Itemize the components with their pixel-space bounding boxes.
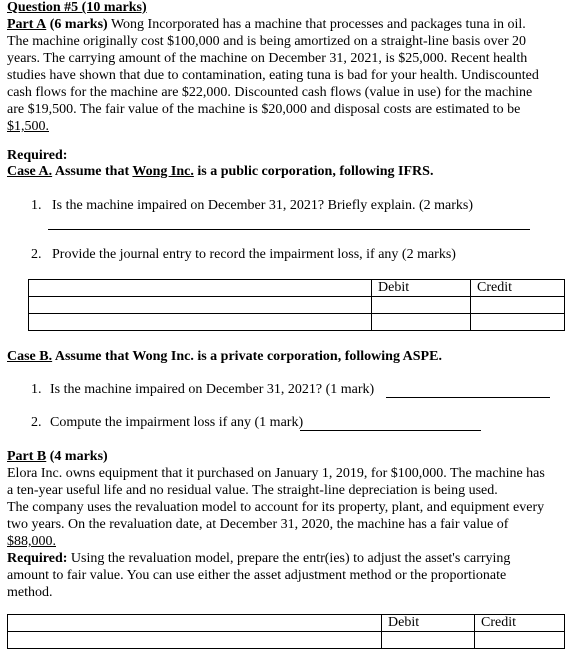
- case-b-q1-text: Is the machine impaired on December 31, 2021? (1 mark): [50, 382, 375, 397]
- case-b-q2-number: 2.: [31, 415, 42, 430]
- part-b-line: Elora Inc. owns equipment that it purchased on January 1, 2019, for $100,000. The machine has: [7, 466, 545, 481]
- table-cell[interactable]: [29, 297, 372, 314]
- part-b-required-line: method.: [7, 585, 53, 600]
- table-cell[interactable]: [8, 632, 382, 649]
- table-cell[interactable]: [29, 314, 372, 331]
- case-b-q1-answer-line[interactable]: [386, 397, 550, 398]
- table-cell[interactable]: [471, 297, 565, 314]
- table-header-account: [8, 615, 382, 632]
- table-cell[interactable]: [475, 632, 565, 649]
- part-b-line: two years. On the revaluation date, at December 31, 2020, the machine has a fair value of: [7, 517, 509, 532]
- case-a-label: Case A.: [7, 164, 53, 179]
- part-b-paragraph: [7, 448, 559, 601]
- part-a-label: Part A: [7, 17, 47, 32]
- part-a-line: years. The carrying amount of the machine on December 31, 2021, is $25,000. Recent health: [7, 51, 528, 66]
- part-b-required-line: Using the revaluation model, prepare the entr(ies) to adjust the asset's carrying: [67, 551, 511, 566]
- part-a-line: Wong Incorporated has a machine that processes and packages tuna in oil.: [110, 17, 526, 32]
- part-b-label: Part B: [7, 449, 47, 464]
- case-a-q2-number: 2.: [31, 247, 42, 262]
- table-cell[interactable]: [372, 297, 471, 314]
- part-b-line: $88,000.: [7, 534, 56, 549]
- case-a-q1-answer-line[interactable]: [48, 229, 530, 230]
- table-header-credit: Credit: [475, 615, 565, 632]
- case-a-q1-text: Is the machine impaired on December 31, 2021? Briefly explain. (2 marks): [52, 198, 474, 213]
- case-b-q1-number: 1.: [31, 382, 42, 397]
- case-a-heading: [7, 164, 433, 180]
- part-b-required-line: amount to fair value. You can use either the asset adjustment method or the proportionate: [7, 568, 507, 583]
- table-row: [29, 314, 565, 331]
- case-a-journal-table: [28, 279, 565, 331]
- part-a-line: studies have shown that due to contamination, eating tuna is bad for your health. Undiscounted: [7, 68, 539, 83]
- case-b-q2-text: Compute the impairment loss if any (1 mark): [50, 415, 304, 430]
- case-b-label: Case B.: [7, 349, 53, 364]
- table-cell[interactable]: [382, 632, 475, 649]
- table-header-account: [29, 280, 372, 297]
- case-a-text-post: is a public corporation, following IFRS.: [193, 164, 434, 179]
- table-cell[interactable]: [372, 314, 471, 331]
- part-b-required-label: Required:: [7, 551, 68, 566]
- case-a-company: Wong Inc.: [132, 164, 194, 179]
- part-a-line: are $19,500. The fair value of the machine is $20,000 and disposal costs are estimated to be: [7, 102, 521, 117]
- part-a-line: cash flows for the machine are $22,000. Discounted cash flows (value in use) for the machine: [7, 85, 533, 100]
- table-header-debit: Debit: [382, 615, 475, 632]
- part-b-marks: (4 marks): [49, 449, 108, 464]
- case-b-text: Assume that Wong Inc. is a private corporation, following ASPE.: [52, 349, 442, 364]
- table-header-row: [8, 615, 565, 632]
- table-row: [8, 632, 565, 649]
- case-a-q1-number: 1.: [31, 198, 42, 213]
- part-b-line: a ten-year useful life and no residual value. The straight-line depreciation is being used.: [7, 483, 498, 498]
- part-a-line: $1,500.: [7, 119, 49, 134]
- question-title: Question #5 (10 marks): [7, 0, 147, 15]
- required-label: Required:: [7, 148, 68, 163]
- part-a-line: The machine originally cost $100,000 and is being amortized on a straight-line basis over 20: [7, 34, 527, 49]
- table-row: [29, 297, 565, 314]
- case-b-q2-answer-line[interactable]: [300, 430, 481, 431]
- table-header-credit: Credit: [471, 280, 565, 297]
- part-b-line: The company uses the revaluation model to account for its property, plant, and equipment every: [7, 500, 545, 515]
- table-header-row: [29, 280, 565, 297]
- part-a-marks: (6 marks): [49, 17, 108, 32]
- part-b-journal-table: [7, 614, 565, 649]
- table-header-debit: Debit: [372, 280, 471, 297]
- part-a-paragraph: [7, 16, 559, 135]
- case-a-q2-text: Provide the journal entry to record the impairment loss, if any (2 marks): [52, 247, 456, 262]
- case-a-text-pre: Assume that: [52, 164, 133, 179]
- table-cell[interactable]: [471, 314, 565, 331]
- case-b-heading: [7, 349, 442, 365]
